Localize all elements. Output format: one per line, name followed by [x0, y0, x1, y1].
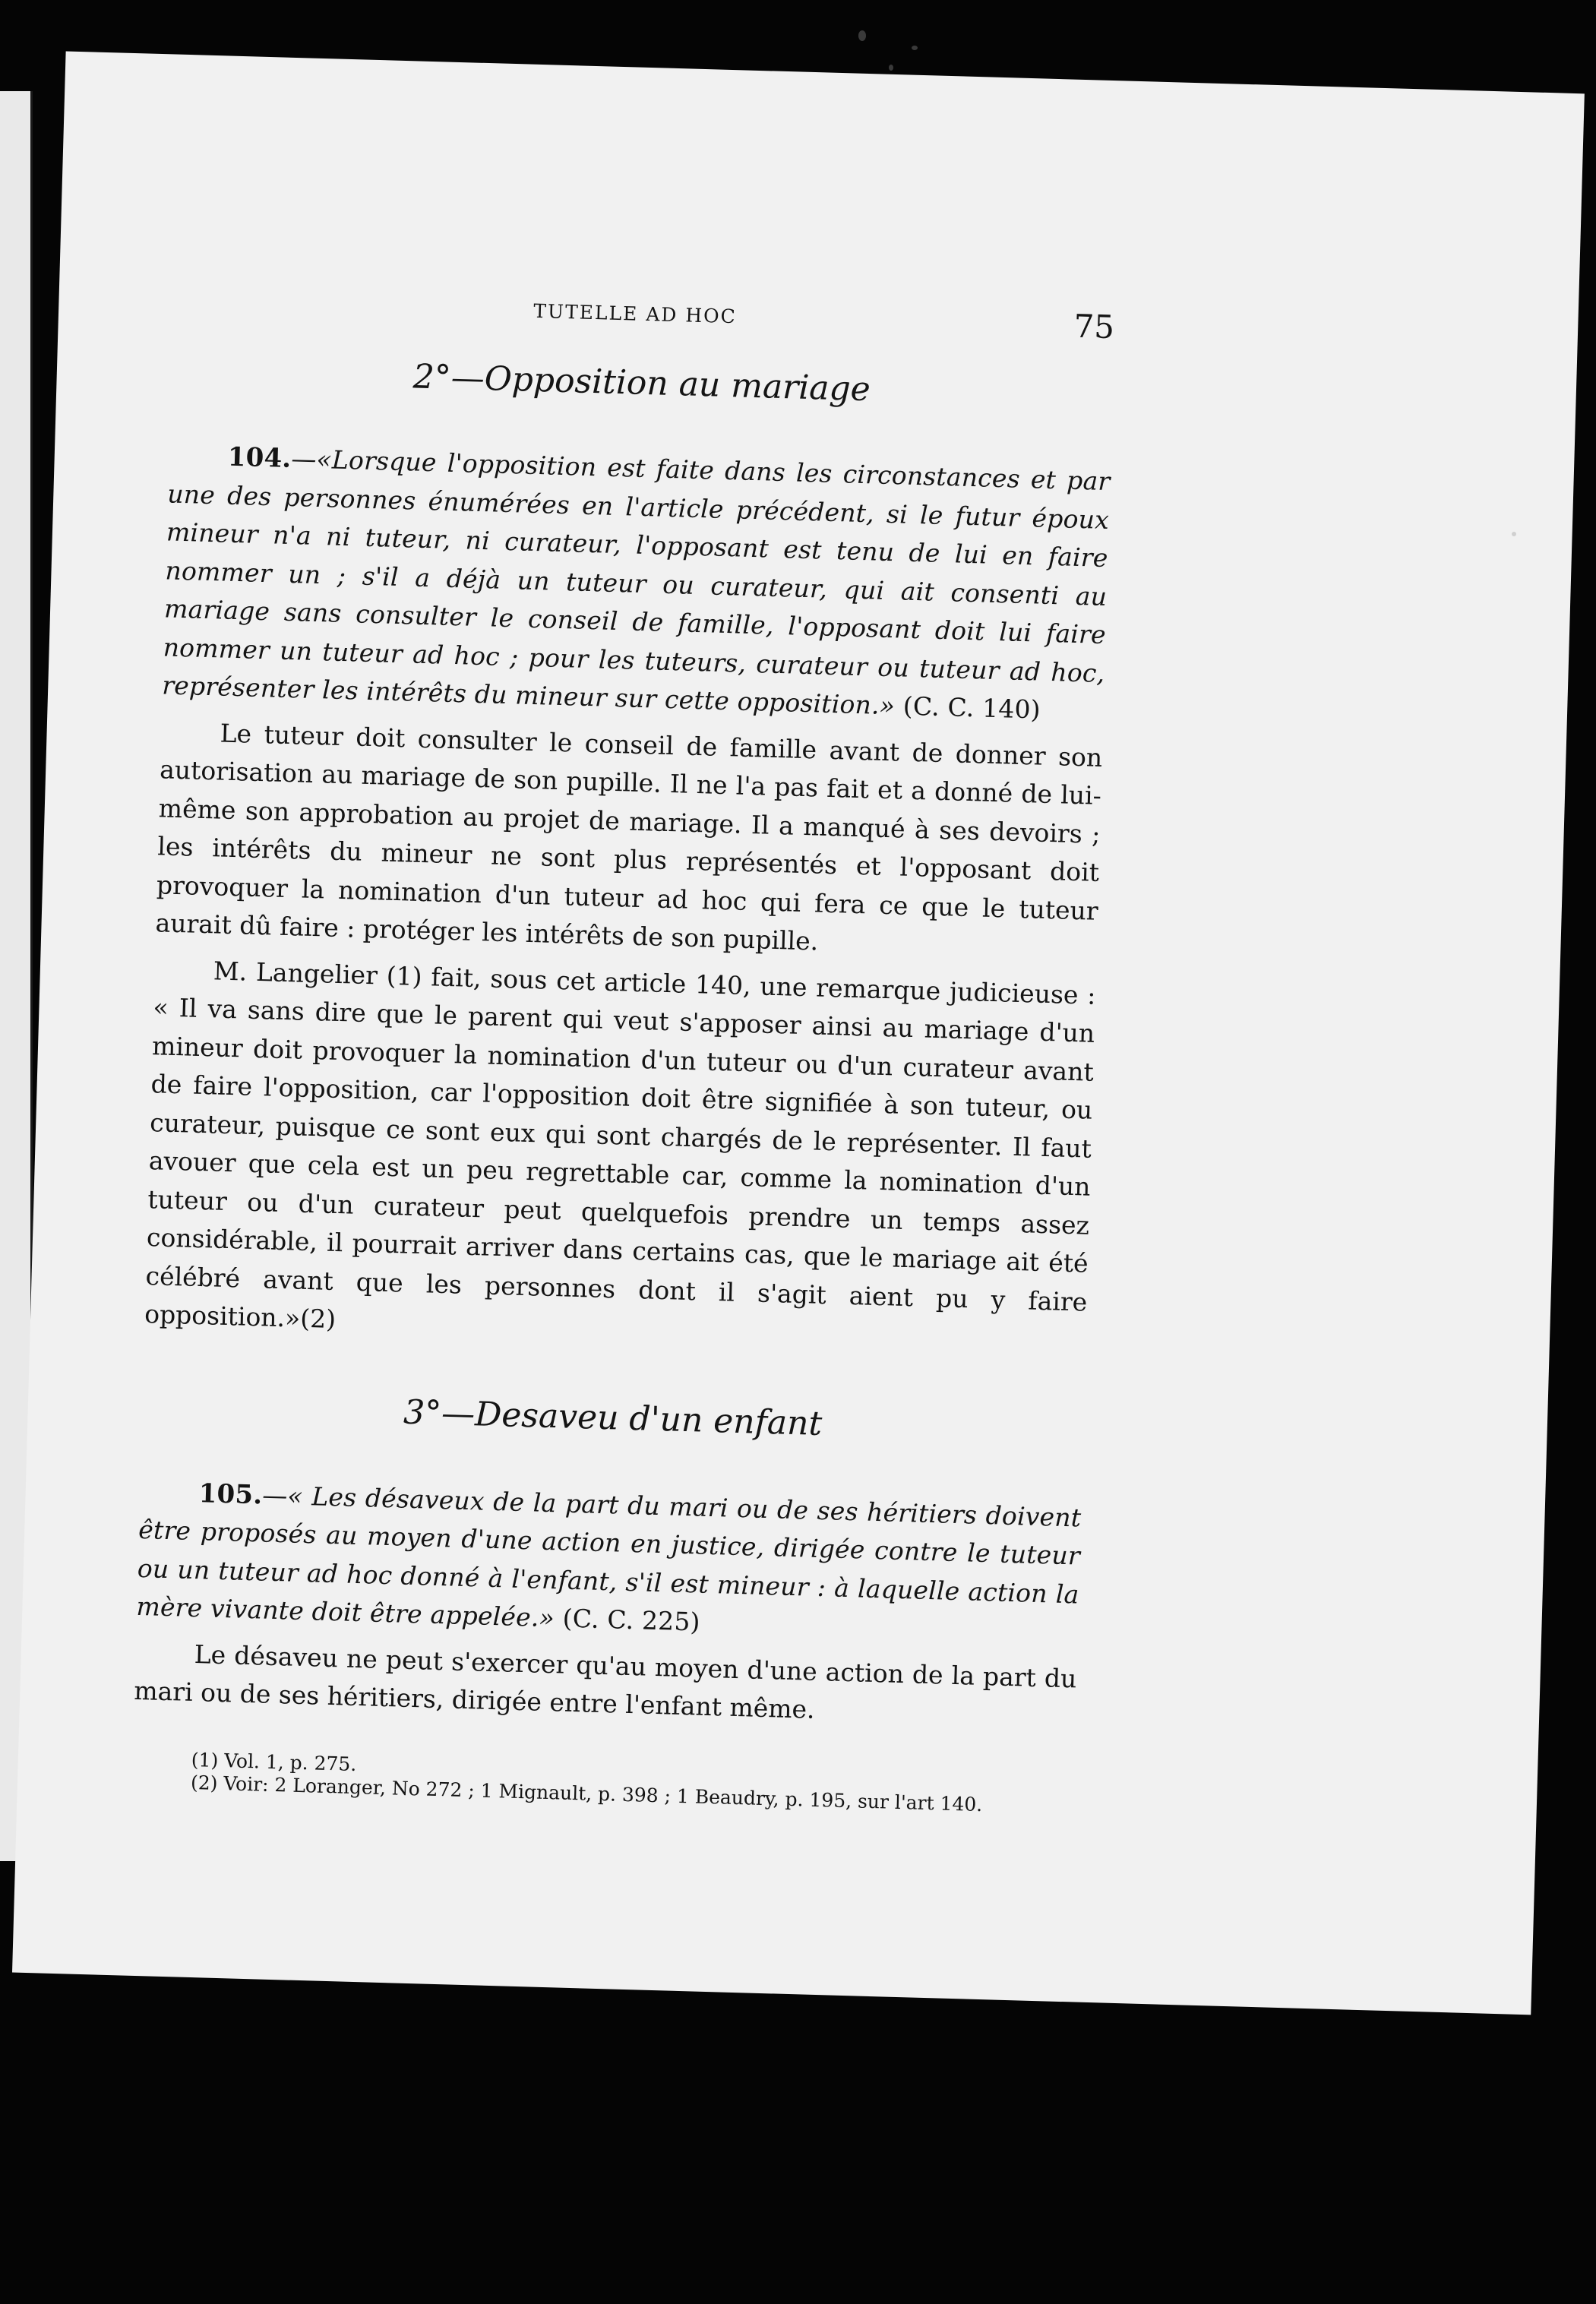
section-title-opposition: 2°—Opposition au mariage [412, 357, 871, 409]
book-page [12, 51, 1585, 2015]
article-105-quote [136, 1472, 1082, 1652]
scan-speck [858, 30, 866, 41]
page-number: 75 [1073, 307, 1115, 346]
page-header [172, 283, 1115, 355]
page-content [131, 283, 1115, 1819]
running-head: TUTELLE AD HOC [533, 299, 738, 328]
scan-speck [889, 65, 893, 71]
code-reference: (C. C. 225) [562, 1603, 701, 1637]
paragraph: M. Langelier (1) fait, sous cet article 140, une remarque judicieuse : « Il va sans dire que le parent qui veut s'apposer ainsi au mariage d'un mineur doit provoquer la nomination d'un tuteur ou d'un curateur avant de faire l'opposition, car l'opposition doit être signifiée à son tuteur, ou curateur, puisque ce sont eux qui sont chargés de le représenter. Il faut avouer que cela est un peu regrettable car, comme la nomination d'un tuteur ou d'un curateur peut quelquefois prendre un temps assez considérable, il pourrait arriver dans certains cas, que le mariage ait été célébré avant que les personnes dont il s'agit aient pu y faire opposition.»(2) [144, 955, 1097, 1335]
section-title-desaveu: 3°—Desaveu d'un enfant [403, 1392, 823, 1443]
footnotes [131, 1746, 1074, 1819]
article-number: 105. [198, 1478, 263, 1510]
article-text: —« Les désaveux de la part du mari ou de ses héritiers doivent être proposés au moyen d'une action en justice, dirigée contre le tuteur ou un tuteur ad hoc donné à l'enfant, s'il est mineur : à laquelle action la mère vivante doit être appelée.» [135, 1479, 1082, 1633]
scan-speck [1512, 532, 1516, 536]
article-104-quote [162, 436, 1111, 731]
article-text: —«Lorsque l'opposition est faite dans les circonstances et par une des personnes énumérées en l'article précédent, si le futur époux mineur n'a ni tuteur, ni curateur, l'opposant est tenu de lui en faire nommer un ; s'il a déjà un tuteur ou curateur, qui ait consenti au mariage sans consulter le conseil de famille, l'opposant doit lui faire nommer un tuteur ad hoc ; pour les tuteurs, curateur ou tuteur ad hoc, représenter les intérêts du mineur sur cette opposition.» [161, 443, 1111, 721]
article-number: 104. [227, 441, 292, 474]
paragraph: Le tuteur doit consulter le conseil de famille avant de donner son autorisation au mariage de son pupille. Il ne l'a pas fait et a donné de lui-même son approbation au projet de mariage. Il a manqué à ses devoirs ; les intérêts du mineur ne sont plus représentés et l'opposant doit provoquer la nomination d'un tuteur ad hoc qui fera ce que le tuteur aurait dû faire : protéger les intérêts de son pupille. [155, 717, 1103, 956]
footnote: (2) Voir: 2 Loranger, No 272 ; 1 Mignault, p. 398 ; 1 Beaudry, p. 195, sur l'art 140. [190, 1771, 983, 1816]
scan-speck [912, 46, 918, 50]
footnote: (1) Vol. 1, p. 275. [191, 1748, 357, 1775]
paragraph: Le désaveu ne peut s'exercer qu'au moyen d'une action de la part du mari ou de ses héritiers, dirigée entre l'enfant même. [133, 1639, 1077, 1724]
code-reference: (C. C. 140) [902, 691, 1041, 725]
